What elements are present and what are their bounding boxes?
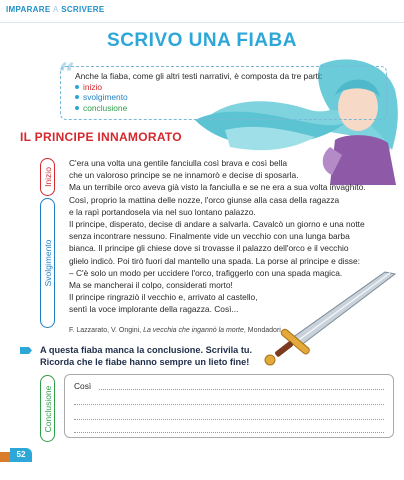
intro-part-conclusione: conclusione xyxy=(75,103,322,114)
intro-text-block xyxy=(75,71,322,113)
intro-sentence: Anche la fiaba, come gli altri testi narrativi, è composta da tre parti: xyxy=(75,71,323,81)
task-line-1: A questa fiaba manca la conclusione. Scrivila tu. xyxy=(40,345,253,355)
answer-line[interactable] xyxy=(74,404,384,405)
story-line: glielo indicò. Poi tirò fuori dal mantello una spada. La porse al principe e disse: xyxy=(69,255,360,266)
sword-blade xyxy=(292,272,395,346)
story-line: senza incontrare nessuno. Finalmente vide un vecchio con una lunga barba xyxy=(69,231,350,242)
page-title: SCRIVO UNA FIABA xyxy=(107,30,297,51)
story-credit xyxy=(69,327,281,334)
intro-part-inizio: inizio xyxy=(75,82,322,93)
quote-mark-icon: “ xyxy=(58,57,76,92)
pencil-flag-icon xyxy=(20,346,32,355)
story-line: – C'è solo un modo per uccidere l'orco, trafiggerlo con una spada magica. xyxy=(69,267,343,278)
side-label-inizio-text: Inizio xyxy=(42,167,53,187)
sword-grip xyxy=(274,340,293,357)
credit-work: La vecchia che ingannò la morte xyxy=(143,327,244,334)
intro-part-svolgimento: svolgimento xyxy=(75,92,322,103)
side-label-svolgimento xyxy=(40,198,55,328)
side-label-conclusione xyxy=(40,375,55,442)
story-line: bianca. Il principe gli chiese dove si trovasse il palazzo dell'orco e il vecchio xyxy=(69,243,349,254)
story-line: sentì la voce implorante della ragazza. Così... xyxy=(69,304,239,315)
story-title: IL PRINCIPE INNAMORATO xyxy=(20,130,182,144)
story-line: C'era una volta una gentile fanciulla così brava e così bella xyxy=(69,158,288,168)
side-label-inizio xyxy=(40,158,55,196)
section-tag-b: SCRIVERE xyxy=(61,5,105,14)
section-tag-a: IMPARARE xyxy=(6,5,51,14)
credit-publisher: , Mondadori xyxy=(243,327,281,334)
answer-start-word: Così xyxy=(74,381,92,391)
side-label-conclusione-text: Conclusione xyxy=(42,385,53,432)
page-edge-mark xyxy=(0,452,10,462)
task-line-2: Ricorda che le fiabe hanno sempre un lieto fine! xyxy=(40,356,250,367)
task-instruction xyxy=(40,345,252,368)
answer-line[interactable] xyxy=(74,432,384,433)
story-line: Così, proprio la mattina delle nozze, l'orco giunse alla casa della ragazza xyxy=(69,194,340,205)
story-line: Ma un terribile orco aveva già visto la fanciulla e se ne era a sua volta invaghito. xyxy=(69,182,366,193)
sword-blade-edge xyxy=(296,273,390,342)
answer-line[interactable] xyxy=(99,389,384,390)
story-line: e la rapì portandosela via nel suo lontano palazzo. xyxy=(69,206,256,217)
section-tag xyxy=(6,5,105,14)
page-header xyxy=(0,2,404,20)
header-divider xyxy=(0,22,404,23)
answer-box[interactable] xyxy=(64,374,394,438)
section-tag-amp: A xyxy=(53,5,59,14)
story-line: Ma se mancherai il colpo, considerati morto! xyxy=(69,280,233,291)
sword-illustration xyxy=(250,270,400,370)
credit-authors: F. Lazzarato, V. Ongini, xyxy=(69,327,142,334)
page-number: 52 xyxy=(10,448,32,462)
story-line: Il principe ringraziò il vecchio e, arrivato al castello, xyxy=(69,292,258,303)
answer-line[interactable] xyxy=(74,419,384,420)
story-line: Il principe, disperato, decise di andare a salvarla. Cavalcò un giorno e una notte xyxy=(69,219,365,230)
story-line: che un valoroso principe se ne innamorò e decise di sposarla. xyxy=(69,170,299,181)
side-label-svolgimento-text: Svolgimento xyxy=(42,239,53,287)
sword-pommel xyxy=(265,355,275,365)
